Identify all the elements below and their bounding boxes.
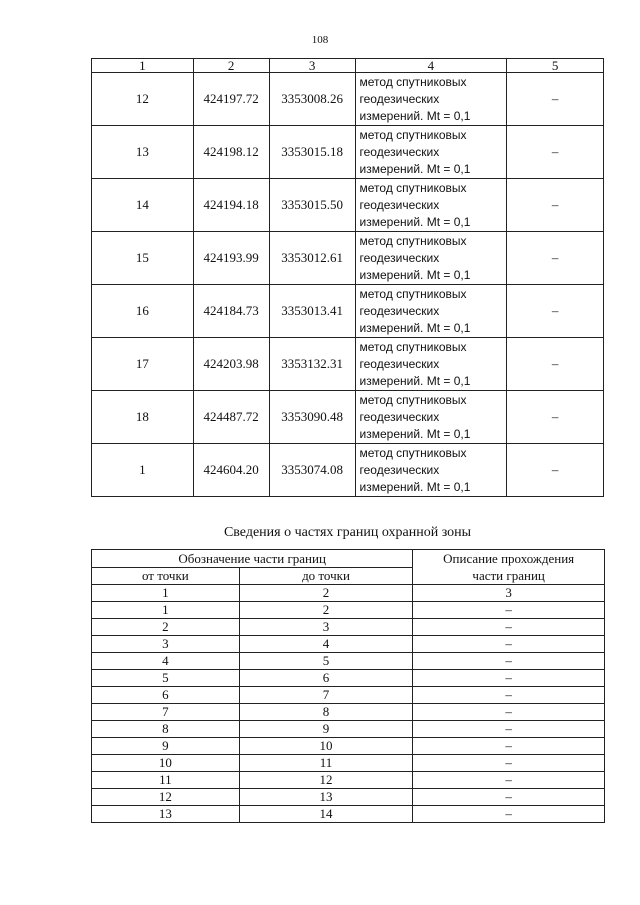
to-point: 11: [239, 755, 413, 772]
table-row: [92, 73, 604, 126]
method-line: измерений. Mt = 0,1: [359, 214, 471, 229]
parts-section-title: Сведения о частях границ охранной зоны: [223, 525, 472, 540]
point-number: 1: [92, 444, 194, 497]
coordinate-x: 424193.99: [193, 232, 269, 285]
table-row: [92, 179, 604, 232]
to-point: 8: [239, 704, 413, 721]
table-row: [92, 391, 604, 444]
method-cell: [355, 391, 507, 444]
note-cell: –: [507, 179, 604, 232]
method-line: метод спутниковых: [359, 392, 467, 407]
designation-header: Обозначение части границ: [92, 550, 413, 568]
coordinate-x: 424184.73: [193, 285, 269, 338]
method-line: измерений. Mt = 0,1: [359, 320, 471, 335]
from-point-header: от точки: [92, 568, 240, 585]
point-number: 15: [92, 232, 194, 285]
coordinate-y: 3353015.18: [269, 126, 355, 179]
part-description: –: [413, 755, 605, 772]
table-row: [92, 755, 605, 772]
coordinate-x: 424487.72: [193, 391, 269, 444]
description-header-line: Описание прохождения: [443, 551, 575, 566]
from-point: 13: [92, 806, 240, 823]
from-point: 7: [92, 704, 240, 721]
note-cell: –: [507, 391, 604, 444]
note-cell: –: [507, 126, 604, 179]
table-row: [92, 636, 605, 653]
column-number-row: [92, 585, 605, 602]
method-line: метод спутниковых: [359, 74, 467, 89]
method-cell: [355, 73, 507, 126]
table-row: [92, 704, 605, 721]
part-description: –: [413, 687, 605, 704]
point-number: 12: [92, 73, 194, 126]
to-point: 6: [239, 670, 413, 687]
to-point: 9: [239, 721, 413, 738]
from-point: 10: [92, 755, 240, 772]
method-line: геодезических: [359, 409, 440, 424]
method-line: измерений. Mt = 0,1: [359, 267, 471, 282]
table-row: [92, 444, 604, 497]
part-description: –: [413, 721, 605, 738]
point-number: 18: [92, 391, 194, 444]
note-cell: –: [507, 444, 604, 497]
table-row: [92, 619, 605, 636]
page-number: 108: [311, 34, 329, 46]
coordinate-y: 3353015.50: [269, 179, 355, 232]
method-line: геодезических: [359, 144, 440, 159]
coordinate-y: 3353012.61: [269, 232, 355, 285]
part-description: –: [413, 704, 605, 721]
column-number: 3: [269, 59, 355, 73]
column-number-row: [92, 59, 604, 73]
column-number: 1: [92, 59, 194, 73]
part-description: –: [413, 772, 605, 789]
table-row: [92, 126, 604, 179]
method-line: измерений. Mt = 0,1: [359, 479, 471, 494]
to-point: 4: [239, 636, 413, 653]
header-row: [92, 550, 605, 568]
method-line: геодезических: [359, 91, 440, 106]
method-line: геодезических: [359, 462, 440, 477]
to-point: 2: [239, 602, 413, 619]
method-line: метод спутниковых: [359, 180, 467, 195]
method-cell: [355, 338, 507, 391]
from-point: 2: [92, 619, 240, 636]
boundary-parts-table: [91, 549, 605, 823]
method-line: геодезических: [359, 356, 440, 371]
to-point: 14: [239, 806, 413, 823]
to-point: 5: [239, 653, 413, 670]
point-number: 14: [92, 179, 194, 232]
coordinate-y: 3353090.48: [269, 391, 355, 444]
to-point: 13: [239, 789, 413, 806]
method-cell: [355, 126, 507, 179]
part-description: –: [413, 653, 605, 670]
coordinate-y: 3353132.31: [269, 338, 355, 391]
method-cell: [355, 179, 507, 232]
table-row: [92, 721, 605, 738]
to-point-header: до точки: [239, 568, 413, 585]
from-point: 5: [92, 670, 240, 687]
description-header-line: части границ: [472, 568, 545, 583]
method-line: геодезических: [359, 250, 440, 265]
part-description: –: [413, 670, 605, 687]
method-line: измерений. Mt = 0,1: [359, 108, 471, 123]
coordinate-x: 424197.72: [193, 73, 269, 126]
column-number: 4: [355, 59, 507, 73]
column-number: 2: [239, 585, 413, 602]
from-point: 9: [92, 738, 240, 755]
method-line: метод спутниковых: [359, 445, 467, 460]
to-point: 7: [239, 687, 413, 704]
method-line: метод спутниковых: [359, 339, 467, 354]
coordinate-y: 3353074.08: [269, 444, 355, 497]
from-point: 6: [92, 687, 240, 704]
to-point: 3: [239, 619, 413, 636]
coordinate-y: 3353013.41: [269, 285, 355, 338]
table-row: [92, 653, 605, 670]
table-row: [92, 602, 605, 619]
method-line: геодезических: [359, 303, 440, 318]
table-row: [92, 772, 605, 789]
column-number: 3: [413, 585, 605, 602]
coordinate-x: 424194.18: [193, 179, 269, 232]
part-description: –: [413, 602, 605, 619]
column-number: 5: [507, 59, 604, 73]
method-line: геодезических: [359, 197, 440, 212]
method-cell: [355, 444, 507, 497]
method-line: измерений. Mt = 0,1: [359, 161, 471, 176]
method-line: метод спутниковых: [359, 286, 467, 301]
note-cell: –: [507, 338, 604, 391]
coordinate-x: 424203.98: [193, 338, 269, 391]
note-cell: –: [507, 73, 604, 126]
from-point: 3: [92, 636, 240, 653]
table-row: [92, 789, 605, 806]
part-description: –: [413, 636, 605, 653]
point-number: 16: [92, 285, 194, 338]
method-line: метод спутниковых: [359, 233, 467, 248]
description-header: [413, 550, 605, 585]
method-cell: [355, 285, 507, 338]
coordinate-x: 424604.20: [193, 444, 269, 497]
note-cell: –: [507, 285, 604, 338]
table-row: [92, 670, 605, 687]
table-row: [92, 232, 604, 285]
coordinates-table: [91, 58, 604, 497]
from-point: 12: [92, 789, 240, 806]
method-line: измерений. Mt = 0,1: [359, 373, 471, 388]
part-description: –: [413, 619, 605, 636]
coordinate-x: 424198.12: [193, 126, 269, 179]
method-line: метод спутниковых: [359, 127, 467, 142]
point-number: 13: [92, 126, 194, 179]
table-row: [92, 687, 605, 704]
from-point: 4: [92, 653, 240, 670]
table-row: [92, 806, 605, 823]
from-point: 1: [92, 602, 240, 619]
part-description: –: [413, 789, 605, 806]
column-number: 2: [193, 59, 269, 73]
column-number: 1: [92, 585, 240, 602]
from-point: 11: [92, 772, 240, 789]
part-description: –: [413, 738, 605, 755]
coordinate-y: 3353008.26: [269, 73, 355, 126]
note-cell: –: [507, 232, 604, 285]
table-row: [92, 738, 605, 755]
to-point: 10: [239, 738, 413, 755]
table-row: [92, 338, 604, 391]
part-description: –: [413, 806, 605, 823]
table-row: [92, 285, 604, 338]
method-cell: [355, 232, 507, 285]
method-line: измерений. Mt = 0,1: [359, 426, 471, 441]
point-number: 17: [92, 338, 194, 391]
from-point: 8: [92, 721, 240, 738]
to-point: 12: [239, 772, 413, 789]
